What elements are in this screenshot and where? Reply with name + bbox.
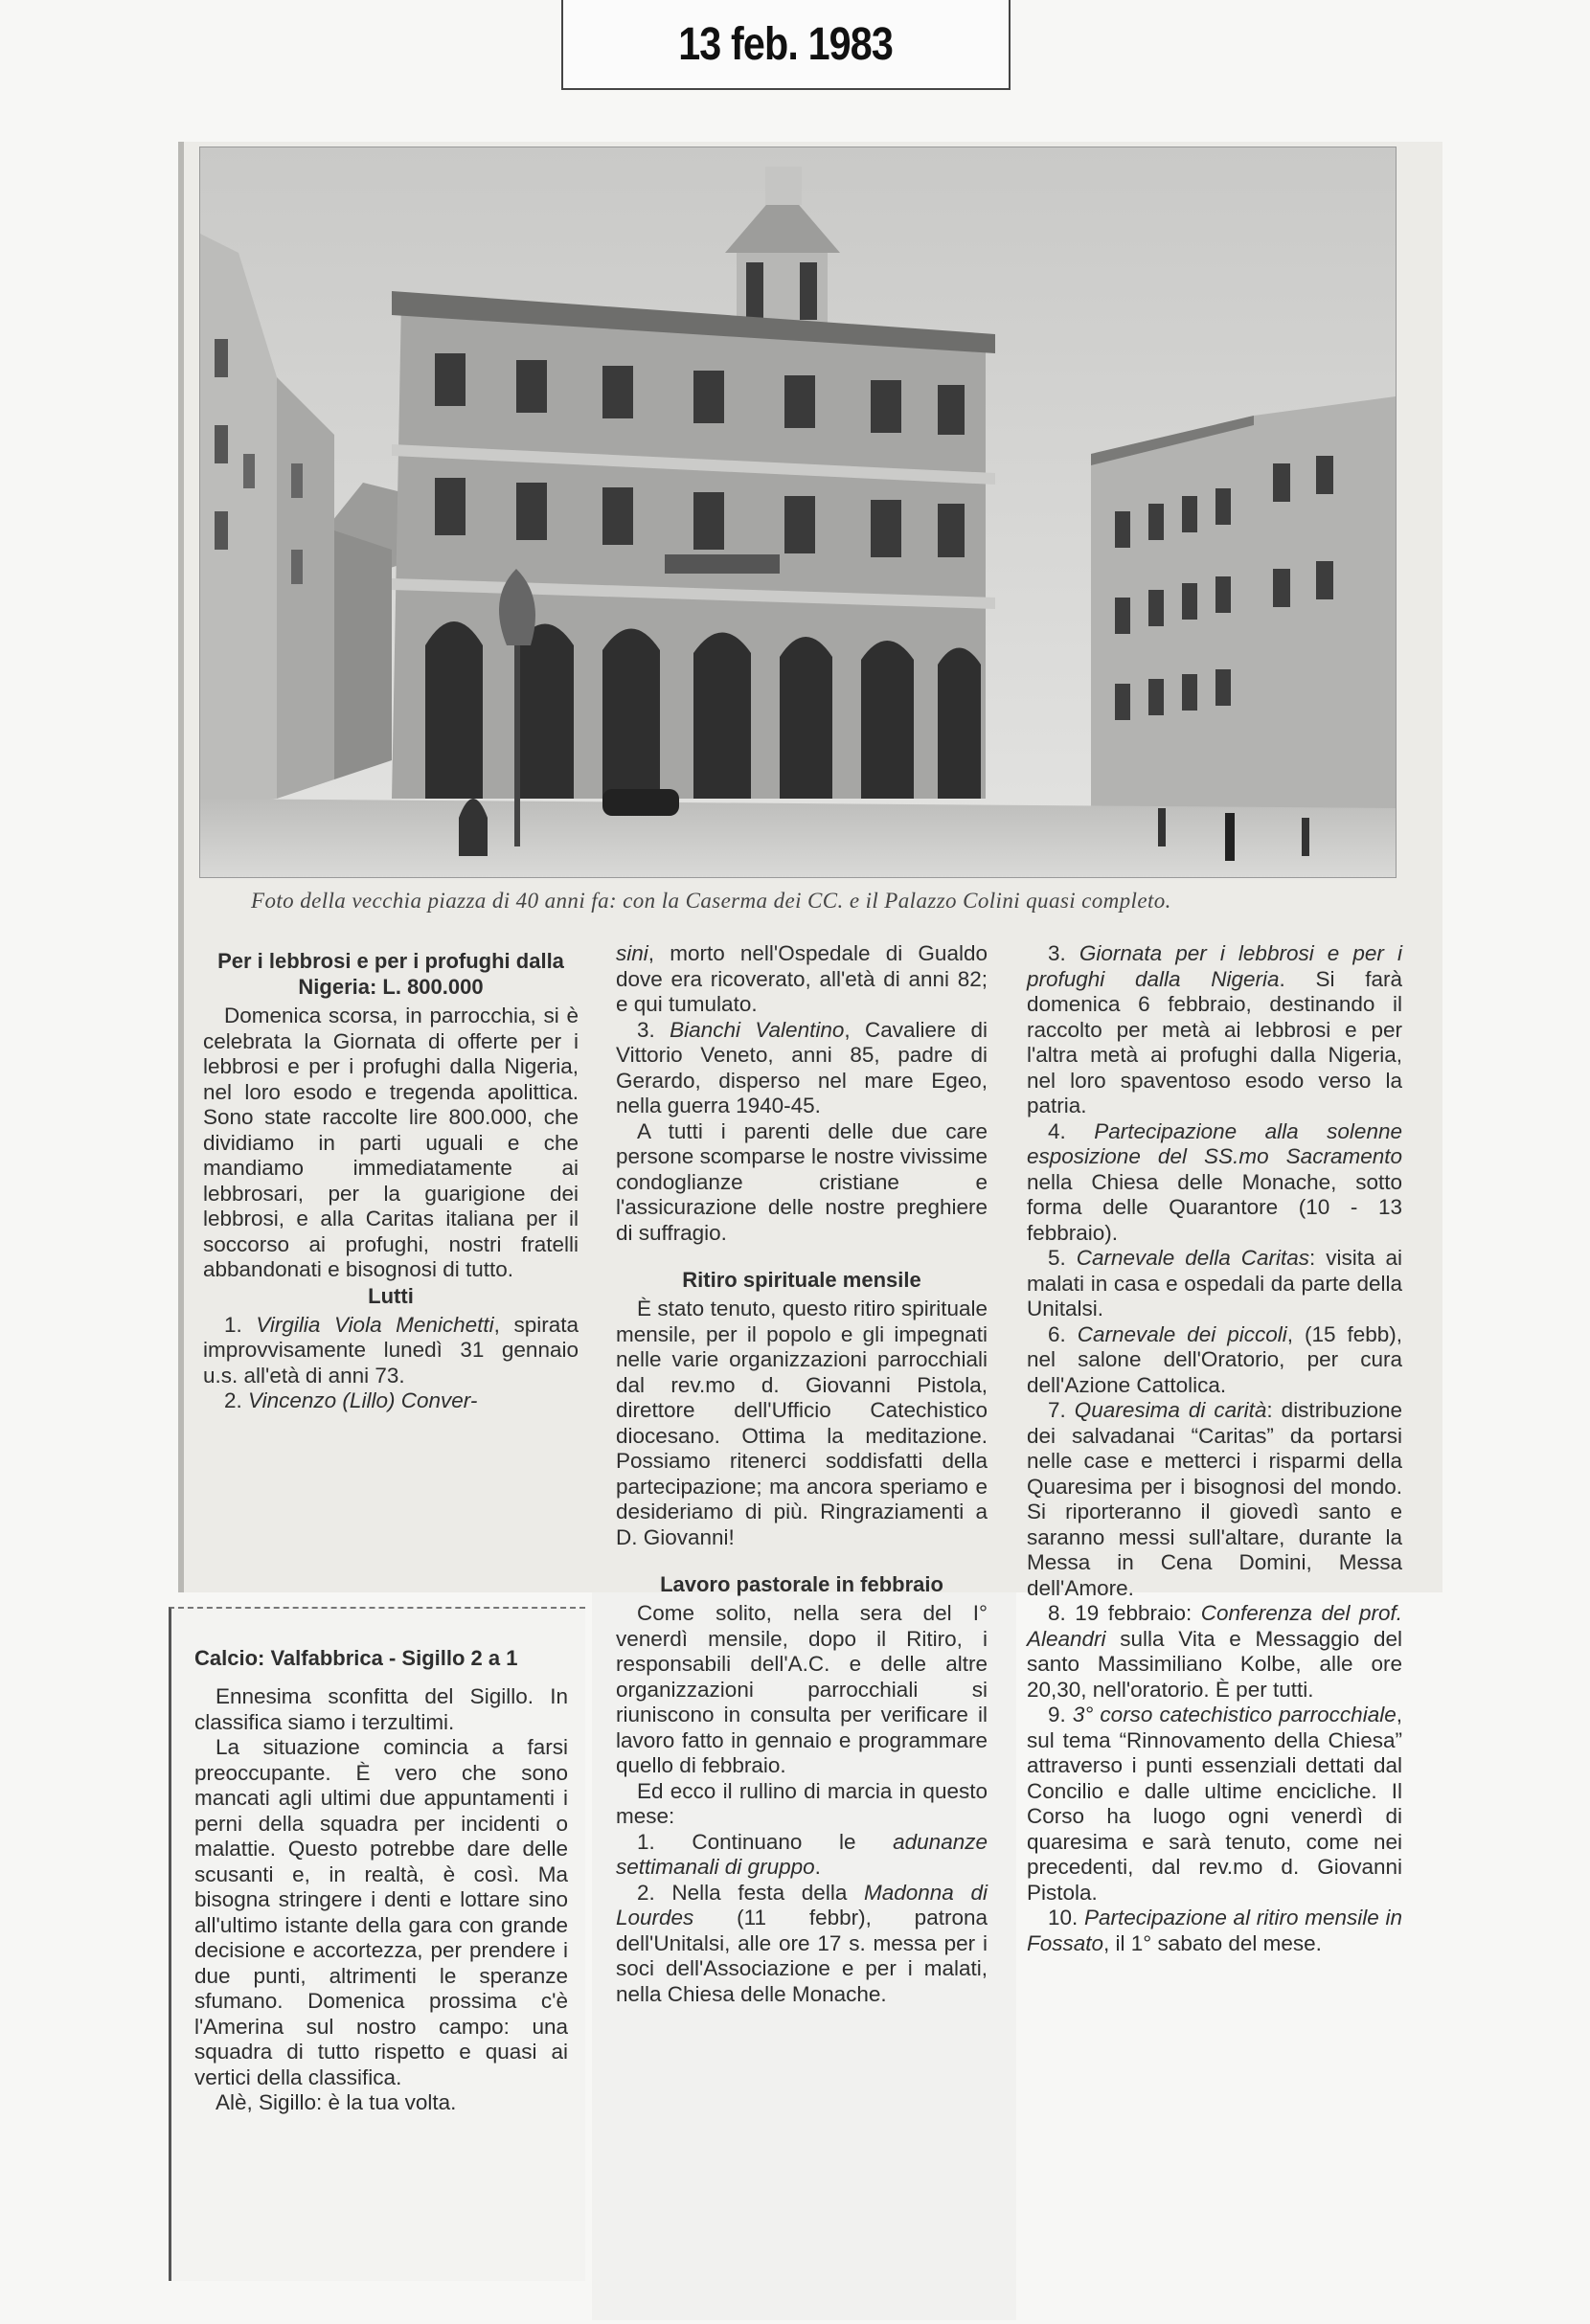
program-item-9: 9. 3° corso catechistico parrocchiale, sul tema “Rinnovamento della Chiesa” attraverso i punti essenziali dettati dal Concilio e dalle ultime encicliche. Il Corso ha luogo ogni venerdì di quaresima e sarà tenuto, come nei precedenti, dal rev.mo d. Giovanni Pistola. (1027, 1703, 1402, 1905)
lavoro-paragraph: Come solito, nella sera del I° venerdì mensile, dopo il Ritiro, i responsabili dell'A.C. e delle altre organizzazioni parrocchiali si riuniscono in consulta per verificare il lavoro fatto in gennaio e programmare quello di febbraio. (616, 1601, 988, 1777)
calcio-heading: Calcio: Valfabbrica - Sigillo 2 a 1 (194, 1646, 518, 1670)
ritiro-paragraph: È stato tenuto, questo ritiro spirituale mensile, per il popolo e gli impegnati nelle varie organizzazioni parrocchiali dal rev.mo d. Giovanni Pistola, direttore dell'Ufficio Catechistico diocesano. Ottima la meditazione. Possiamo ritenerci soddisfatti della partecipazione; ma ancora speriamo e desideriamo di più. Ringraziamenti a D. Giovanni! (616, 1297, 988, 1549)
condolences-paragraph: A tutti i parenti delle due care persone scomparse le nostre vivissime condoglianze cristiane e l'assicurazione delle nostre preghiere di suffragio. (616, 1118, 988, 1245)
program-item-10: 10. Partecipazione al ritiro mensile in Fossato, il 1° sabato del mese. (1027, 1906, 1403, 1955)
calcio-article (194, 1645, 568, 2116)
program-item-3: 3. Giornata per i lebbrosi e per i profughi dalla Nigeria. Si farà domenica 6 febbraio, destinando il raccolto per metà ai lebbrosi e per l'altra metà ai profughi dalla Nigeria, nel loro spaventoso esodo verso la patria. (1027, 941, 1402, 1117)
lavoro-heading: Lavoro pastorale in febbraio (660, 1572, 943, 1596)
column-3 (1027, 941, 1402, 1956)
ritiro-heading: Ritiro spirituale mensile (682, 1268, 921, 1292)
lebbrosi-heading: Per i lebbrosi e per i profughi dalla Nigeria: L. 800.000 (217, 949, 564, 999)
calcio-paragraph-3: Alè, Sigillo: è la tua volta. (216, 2090, 457, 2114)
lutto-item-2-continued: sini, morto nell'Ospedale di Gualdo dove era ricoverato, all'età di anni 82; e qui tumulato. (616, 941, 988, 1016)
program-item-4: 4. Partecipazione alla solenne esposizione del SS.mo Sacramento nella Chiesa delle Monache, sotto forma delle Quarantore (10 - 13 febbraio). (1027, 1118, 1402, 1245)
lutti-heading: Lutti (368, 1283, 414, 1308)
program-item-1: 1. Continuano le adunanze settimanali di gruppo. (616, 1829, 988, 1879)
photo-caption: Foto della vecchia piazza di 40 anni fa: con la Caserma dei CC. e il Palazzo Colini quasi completo. (251, 889, 1171, 913)
program-item-6: 6. Carnevale dei piccoli, (15 febb), nel salone dell'Oratorio, per cura dell'Azione Cattolica. (1027, 1321, 1402, 1397)
calcio-paragraph-1: Ennesima sconfitta del Sigillo. In classifica siamo i terzultimi. (194, 1684, 568, 1734)
date-label: 13 feb. 1983 (678, 18, 894, 70)
lutto-item-1: 1. Virgilia Viola Menichetti, spirata improvvisamente lunedì 31 gennaio u.s. all'età di anni 73. (203, 1312, 579, 1388)
program-item-5: 5. Carnevale della Caritas: visita ai malati in casa e ospedali da parte della Unitalsi. (1027, 1246, 1402, 1320)
program-item-2: 2. Nella festa della Madonna di Lourdes (11 febbr), patrona dell'Unitalsi, alle ore 17 s. messa per i soci dell'Associazione e per i malati, nella Chiesa delle Monache. (616, 1880, 988, 2006)
lutto-item-2: 2. Vincenzo (Lillo) Conver- (224, 1388, 478, 1412)
clipping-edge-shadow (178, 142, 184, 1592)
piazza-photo (199, 147, 1397, 878)
column-1 (203, 948, 579, 1414)
program-item-8: 8. 19 febbraio: Conferenza del prof. Aleandri sulla Vita e Messaggio del santo Massimiliano Kolbe, alle ore 20,30, nell'oratorio. È per tutti. (1027, 1601, 1402, 1702)
lebbrosi-paragraph: Domenica scorsa, in parrocchia, si è celebrata la Giornata di offerte per i lebbrosi e per i profughi dalla Nigeria, nel loro esodo e tregenda apolittica. Sono state raccolte lire 800.000, che dividiamo in parti uguali e che mandiamo immediatamente ai lebbrosari, per la guarigione dei lebbrosi, e alla Caritas italiana per il soccorso ai profughi, nostri fratelli abbandonati e bisognosi di tutto. (203, 1004, 579, 1281)
program-item-7: 7. Quaresima di carità: distribuzione dei salvadanai “Caritas” da portarsi nelle case e metterci i risparmi della Quaresima per i bisognosi del mondo. Si riporteranno il giovedì santo e saranno messi sull'altare, durante la Messa in Cena Domini, Messa dell'Amore. (1027, 1398, 1402, 1600)
calcio-paragraph-2: La situazione comincia a farsi preoccupante. È vero che sono mancati agli ultimi due appuntamenti i perni della squadra per incidenti o malattie. Questo potrebbe dare delle scusanti e, in realtà, è così. Ma bisogna stringere i denti e lottare sino all'ultimo istante della gara con grande decisione e accortezza, per prendere i due punti, altrimenti le speranze sfumano. Domenica prossima c'è l'Amerina sul nostro campo: una squadra di tutto rispetto e quasi ai vertici della classifica. (194, 1735, 568, 2089)
lutto-item-3: 3. Bianchi Valentino, Cavaliere di Vittorio Veneto, anni 85, padre di Gerardo, disperso nel mare Egeo, nella guerra 1940-45. (616, 1017, 988, 1117)
rullino-paragraph: Ed ecco il rullino di marcia in questo mese: (616, 1778, 988, 1828)
column-2 (616, 941, 988, 2007)
date-stamp (561, 0, 1011, 90)
piazza-photo-illustration (200, 147, 1396, 877)
